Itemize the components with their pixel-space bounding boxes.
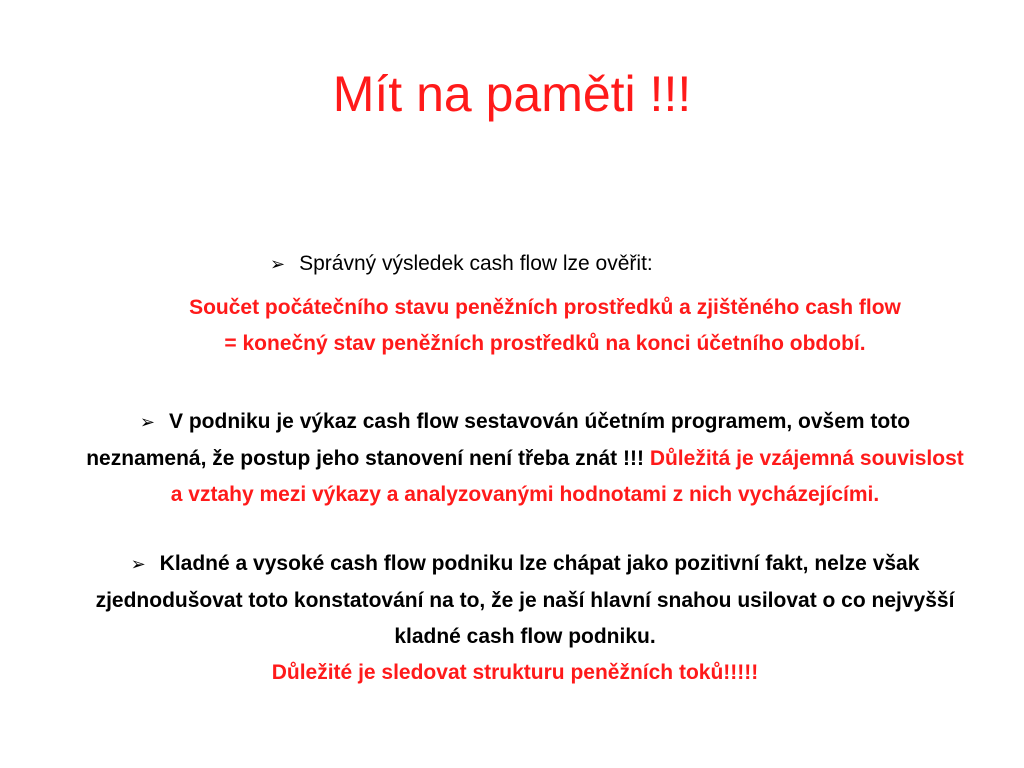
- formula-line-2: = konečný stav peněžních prostředků na konci účetního období.: [224, 332, 866, 355]
- bullet-1-formula: [110, 290, 980, 362]
- bullet-2: [80, 404, 970, 513]
- formula-line-1: Součet počátečního stavu peněžních prostředků a zjištěného cash flow: [189, 296, 901, 319]
- arrow-bullet-icon: ➢: [139, 412, 156, 433]
- slide-title: Mít na paměti !!!: [332, 66, 692, 122]
- bullet-1: [270, 246, 790, 283]
- bullet-3: [80, 546, 970, 655]
- closing-note: Důležité je sledovat strukturu peněžních toků!!!!!: [271, 661, 759, 684]
- bullet-1-text: Správný výsledek cash flow lze ověřit:: [299, 252, 653, 275]
- arrow-bullet-icon: ➢: [130, 554, 146, 575]
- bullet-3-text: Kladné a vysoké cash flow podniku lze chápat jako pozitivní fakt, nelze však zjednodušovat toto konstatování na to, že je naší hlavní snahou usilovat o co nejvyšší kladné cash flow podniku.: [95, 552, 955, 648]
- bullet-2-text: V podniku je výkaz cash flow sestavován účetním programem, ovšem toto neznamená, že postup jeho stanovení není třeba znát !!!: [86, 410, 911, 470]
- arrow-bullet-icon: ➢: [270, 254, 286, 275]
- bullet-2-highlight: Důležitá je vzájemná souvislost a vztahy mezi výkazy a analyzovanými hodnotami z nich vycházejícími.: [170, 447, 964, 506]
